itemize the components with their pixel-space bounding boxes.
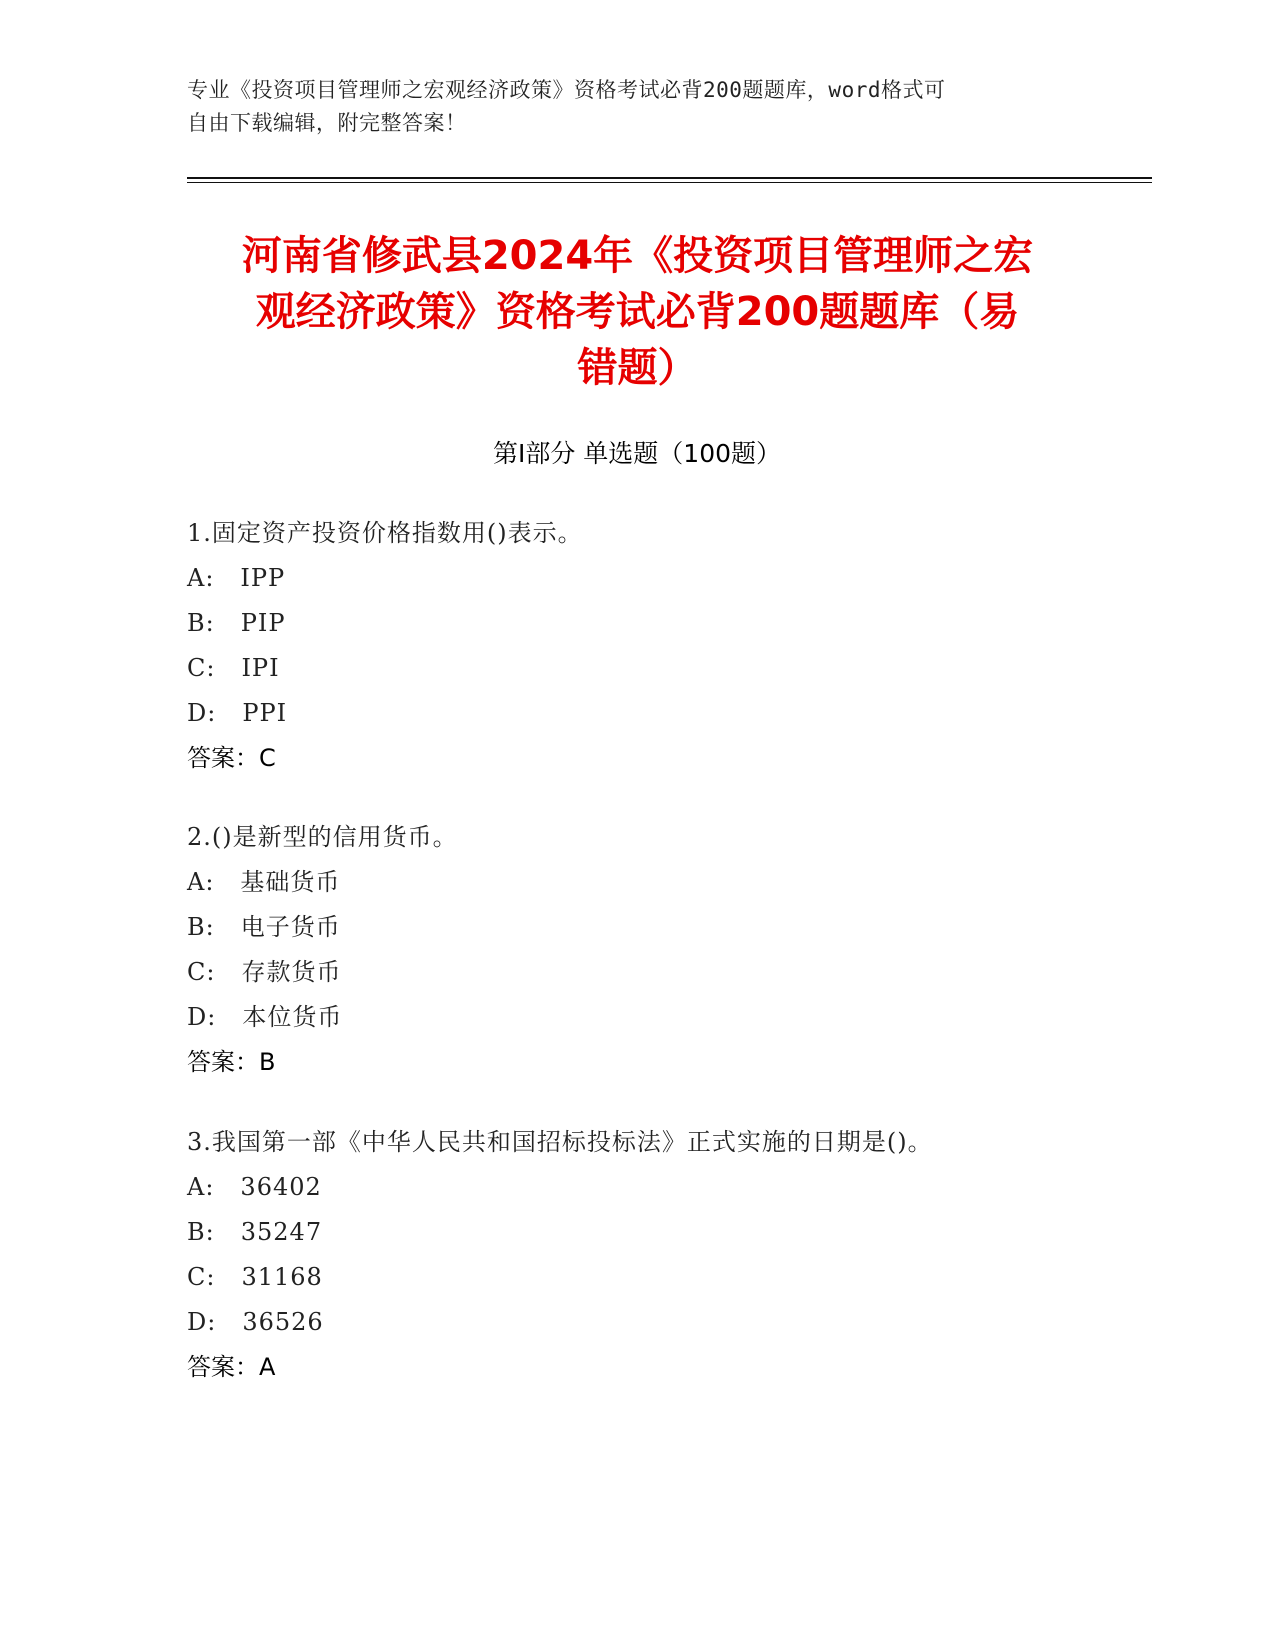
option-c bbox=[187, 950, 1187, 995]
option-text: 本位货币 bbox=[242, 1003, 343, 1031]
question-stem: 3.我国第一部《中华人民共和国招标投标法》正式实施的日期是()。 bbox=[187, 1128, 933, 1156]
option-d bbox=[187, 691, 1187, 736]
section-heading: 第Ⅰ部分 单选题（100题） bbox=[492, 439, 782, 468]
option-letter: B: bbox=[187, 913, 215, 941]
option-letter: D: bbox=[187, 699, 217, 727]
option-text: 存款货币 bbox=[241, 958, 342, 986]
option-text: 36402 bbox=[240, 1173, 322, 1201]
option-text: PIP bbox=[240, 609, 286, 637]
header-divider-thick bbox=[187, 177, 1152, 179]
option-c bbox=[187, 1255, 1187, 1300]
option-letter: D: bbox=[187, 1308, 217, 1336]
question-stem: 2.()是新型的信用货币。 bbox=[187, 823, 458, 851]
option-letter: B: bbox=[187, 1218, 215, 1246]
document-title bbox=[150, 228, 1125, 396]
option-letter: C: bbox=[187, 1263, 216, 1291]
option-letter: D: bbox=[187, 1003, 217, 1031]
option-letter: A: bbox=[187, 564, 215, 592]
option-b bbox=[187, 905, 1187, 950]
question-3 bbox=[187, 1120, 1187, 1390]
header-divider-thin bbox=[187, 182, 1152, 183]
header-note-line-2: 自由下载编辑，附完整答案！ bbox=[187, 111, 467, 135]
option-text: 35247 bbox=[240, 1218, 323, 1246]
option-a bbox=[187, 860, 1187, 905]
answer-line: 答案：C bbox=[187, 744, 276, 772]
question-1 bbox=[187, 511, 1187, 781]
question-stem: 1.固定资产投资价格指数用()表示。 bbox=[187, 519, 583, 547]
option-letter: C: bbox=[187, 654, 216, 682]
question-2 bbox=[187, 815, 1187, 1085]
option-letter: A: bbox=[187, 868, 215, 896]
option-letter: A: bbox=[187, 1173, 215, 1201]
option-text: IPP bbox=[240, 564, 286, 592]
answer-line: 答案：B bbox=[187, 1048, 276, 1076]
option-a bbox=[187, 1165, 1187, 1210]
header-note bbox=[187, 74, 1077, 140]
document-title-line-1: 河南省修武县2024年《投资项目管理师之宏 bbox=[241, 233, 1034, 279]
option-letter: B: bbox=[187, 609, 215, 637]
option-d bbox=[187, 1300, 1187, 1345]
option-c bbox=[187, 646, 1187, 691]
option-text: 基础货币 bbox=[240, 868, 341, 896]
header-note-line-1: 专业《投资项目管理师之宏观经济政策》资格考试必背200题题库，word格式可 bbox=[187, 78, 946, 102]
option-text: PPI bbox=[242, 699, 288, 727]
option-a bbox=[187, 556, 1187, 601]
option-b bbox=[187, 1210, 1187, 1255]
answer-line: 答案：A bbox=[187, 1353, 276, 1381]
option-text: 31168 bbox=[241, 1263, 323, 1291]
document-title-line-3: 错题） bbox=[577, 345, 698, 391]
option-text: IPI bbox=[241, 654, 280, 682]
option-d bbox=[187, 995, 1187, 1040]
option-letter: C: bbox=[187, 958, 216, 986]
option-text: 36526 bbox=[242, 1308, 324, 1336]
option-text: 电子货币 bbox=[240, 913, 341, 941]
document-title-line-2: 观经济政策》资格考试必背200题题库（易 bbox=[255, 289, 1020, 335]
option-b bbox=[187, 601, 1187, 646]
